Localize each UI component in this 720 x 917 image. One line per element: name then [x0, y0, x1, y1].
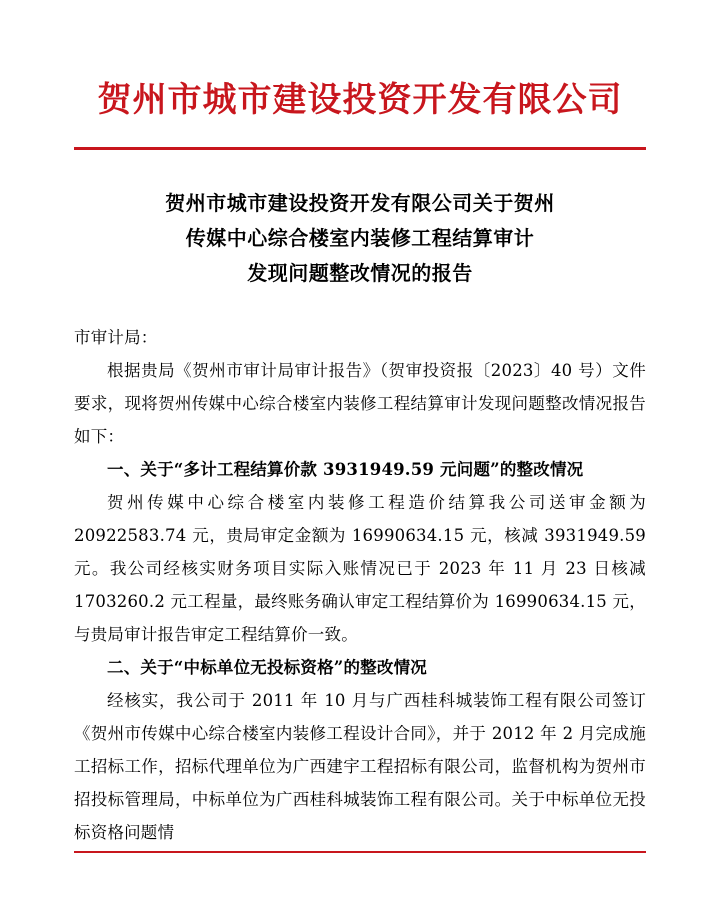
paragraph-3: 经核实，我公司于 2011 年 10 月与广西桂科城装饰工程有限公司签订《贺州市传媒中心综合楼室内装修工程设计合同》，并于 2012 年 2 月完成施工招标工作，招标代理单位为广西建宇工程招标有限公司，监督机构为贺州市招投标管理局，中标单位为广西桂科城装饰工程有限公司。关于中标单位无投标资格问题情: [74, 691, 646, 843]
document-title-line-2: 传媒中心综合楼室内装修工程结算审计: [185, 226, 535, 251]
section-heading-2: 二、关于“中标单位无投标资格”的整改情况: [107, 658, 427, 678]
salutation: 市审计局：: [74, 328, 158, 348]
footer-divider: [74, 851, 646, 853]
paragraph-2: 贺州传媒中心综合楼室内装修工程造价结算我公司送审金额为 20922583.74 元，贵局审定金额为 16990634.15 元，核减 3931949.59 元。我公司经核实财务项目实际入账情况已于 2023 年 11 月 23 日核减 1703260.2 元工程量，最终账务确认审定工程结算价为 16990634.15 元，与贵局审计报告审定工程结算价一致。: [74, 493, 646, 645]
section-heading-1: 一、关于“多计工程结算价款 3931949.59 元问题”的整改情况: [107, 460, 584, 480]
document-title-line-1: 贺州市城市建设投资开发有限公司关于贺州: [165, 191, 555, 216]
document-title: [74, 186, 646, 291]
paragraph-1: 根据贵局《贺州市审计局审计报告》（贺审投资报〔2023〕40 号）文件要求，现将贺州传媒中心综合楼室内装修工程结算审计发现问题整改情况报告如下：: [74, 361, 646, 447]
document-body: [74, 321, 646, 849]
letterhead-divider: [74, 147, 646, 150]
letterhead-org-name: 贺州市城市建设投资开发有限公司: [97, 80, 623, 120]
document-title-line-3: 发现问题整改情况的报告: [247, 261, 473, 286]
